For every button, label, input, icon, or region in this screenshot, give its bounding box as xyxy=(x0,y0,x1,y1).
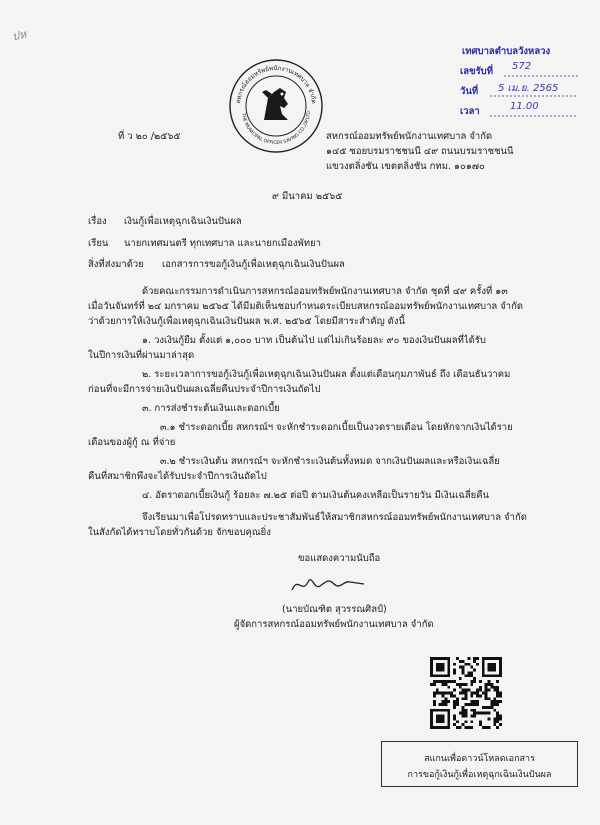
sender-address-line2: แขวงตลิ่งชัน เขตตลิ่งชัน กทม. ๑๐๑๗๐ xyxy=(326,161,485,172)
qr-code-icon[interactable] xyxy=(430,657,502,729)
scan-box-line2: การขอกู้เงินกู้เพื่อเหตุฉุกเฉินเงินปันผล xyxy=(407,770,552,780)
seal-emblem-icon xyxy=(262,88,288,120)
to-label: เรียน xyxy=(88,238,109,249)
stamp-date: 5 เม.ย. 2565 xyxy=(498,83,559,94)
stamp-time-label: เวลา xyxy=(460,106,480,117)
letter-date: ๙ มีนาคม ๒๕๖๕ xyxy=(272,191,343,202)
stamp-receive-no: 572 xyxy=(512,61,532,72)
body-line-2: เมื่อวันจันทร์ที่ ๒๔ มกราคม ๒๕๖๕ ได้มีมติเห็นชอบกำหนดระเบียบสหกรณ์ออมทรัพย์พนักงานเทศบาล จำกัด xyxy=(88,301,524,312)
closing: ขอแสดงความนับถือ xyxy=(298,553,381,564)
organization-seal xyxy=(228,58,324,154)
body-line-5: ในปีการเงินที่ผ่านมาล่าสุด xyxy=(88,350,195,361)
seal-ring-text-en: THE MUNICIPAL OFFICER SAVING CO.,OP.LTD. xyxy=(240,109,313,147)
body-line-1: ด้วยคณะกรรมการดำเนินการสหกรณ์ออมทรัพย์พนักงานเทศบาล จำกัด ชุดที่ ๔๙ ครั้งที่ ๑๓ xyxy=(142,286,508,297)
body-line-3: ว่าด้วยการให้เงินกู้เพื่อเหตุฉุกเฉินเงินปันผล พ.ศ. ๒๕๖๕ โดยมีสาระสำคัญ ดังนี้ xyxy=(88,316,405,327)
body-line-11: ๓.๒ ชำระเงินต้น สหกรณ์ฯ จะหักชำระเงินต้นทั้งหมด จากเงินปันผลและหรือเงินเฉลี่ย xyxy=(160,456,500,467)
attachment-label: สิ่งที่ส่งมาด้วย xyxy=(88,259,144,270)
corner-handwritten-mark: ปห xyxy=(10,27,28,44)
signer-name: (นายบัณฑิต สุวรรณศิลป์) xyxy=(282,604,387,615)
scan-download-box xyxy=(381,741,578,787)
body-line-12: คืนที่สมาชิกพึงจะได้รับประจำปีการเงินถัดไป xyxy=(88,471,267,482)
subject-label: เรื่อง xyxy=(88,216,107,227)
subject-text: เงินกู้เพื่อเหตุฉุกเฉินเงินปันผล xyxy=(124,216,242,227)
signer-position: ผู้จัดการสหกรณ์ออมทรัพย์พนักงานเทศบาล จำกัด xyxy=(234,619,434,630)
received-stamp xyxy=(454,40,582,126)
stamp-lines xyxy=(454,40,582,126)
to-text: นายกเทศมนตรี ทุกเทศบาล และนายกเมืองพัทยา xyxy=(124,238,321,249)
body-line-7: ก่อนที่จะมีการจ่ายเงินปันผลเฉลี่ยคืนประจำปีการเงินถัดไป xyxy=(88,384,321,395)
reference-number: ที่ ว ๒๐ /๒๕๖๕ xyxy=(118,131,181,142)
sender-name: สหกรณ์ออมทรัพย์พนักงานเทศบาล จำกัด xyxy=(326,131,493,142)
body-line-9: ๓.๑ ชำระดอกเบี้ย สหกรณ์ฯ จะหักชำระดอกเบี้ยเป็นงวดรายเดือน โดยหักจากเงินได้ราย xyxy=(160,422,513,433)
stamp-date-label: วันที่ xyxy=(460,86,479,97)
body-line-15: ในสังกัดได้ทราบโดยทั่วกันด้วย จักขอบคุณยิ่ง xyxy=(88,527,271,538)
body-line-4: ๑. วงเงินกู้ยืม ตั้งแต่ ๑,๐๐๐ บาท เป็นต้นไป แต่ไม่เกินร้อยละ ๙๐ ของเงินปันผลที่ได้รับ xyxy=(142,335,486,346)
body-line-13: ๔. อัตราดอกเบี้ยเงินกู้ ร้อยละ ๗.๒๕ ต่อปี ตามเงินต้นคงเหลือเป็นรายวัน มีเงินเฉลี่ยคืน xyxy=(142,490,490,501)
stamp-receive-no-label: เลขรับที่ xyxy=(460,66,493,77)
body-line-10: เดือนของผู้กู้ ณ ที่จ่าย xyxy=(88,437,176,448)
body-line-8: ๓. การส่งชำระต้นเงินและดอกเบี้ย xyxy=(142,403,280,414)
body-line-14: จึงเรียนมาเพื่อโปรดทราบและประชาสัมพันธ์ให้สมาชิกสหกรณ์ออมทรัพย์พนักงานเทศบาล จำกัด xyxy=(142,512,527,523)
sender-address-line1: ๑๔๕ ซอยบรมราชชนนี ๔๙ ถนนบรมราชชนนี xyxy=(326,146,514,157)
stamp-time: 11.00 xyxy=(510,101,539,112)
handwritten-signature-icon xyxy=(288,568,368,598)
body-line-6: ๒. ระยะเวลาการขอกู้เงินกู้เพื่อเหตุฉุกเฉินเงินปันผล ตั้งแต่เดือนกุมภาพันธ์ ถึง เดือนธันวาคม xyxy=(142,369,511,380)
scan-box-line1: สแกนเพื่อดาวน์โหลดเอกสาร xyxy=(424,754,535,764)
attachment-text: เอกสารการขอกู้เงินกู้เพื่อเหตุฉุกเฉินเงินปันผล xyxy=(162,259,345,270)
stamp-org: เทศบาลตำบลวังหลวง xyxy=(462,46,551,57)
seal-ring-text: สหกรณ์ออมทรัพย์พนักงานเทศบาล จำกัด xyxy=(235,64,317,105)
